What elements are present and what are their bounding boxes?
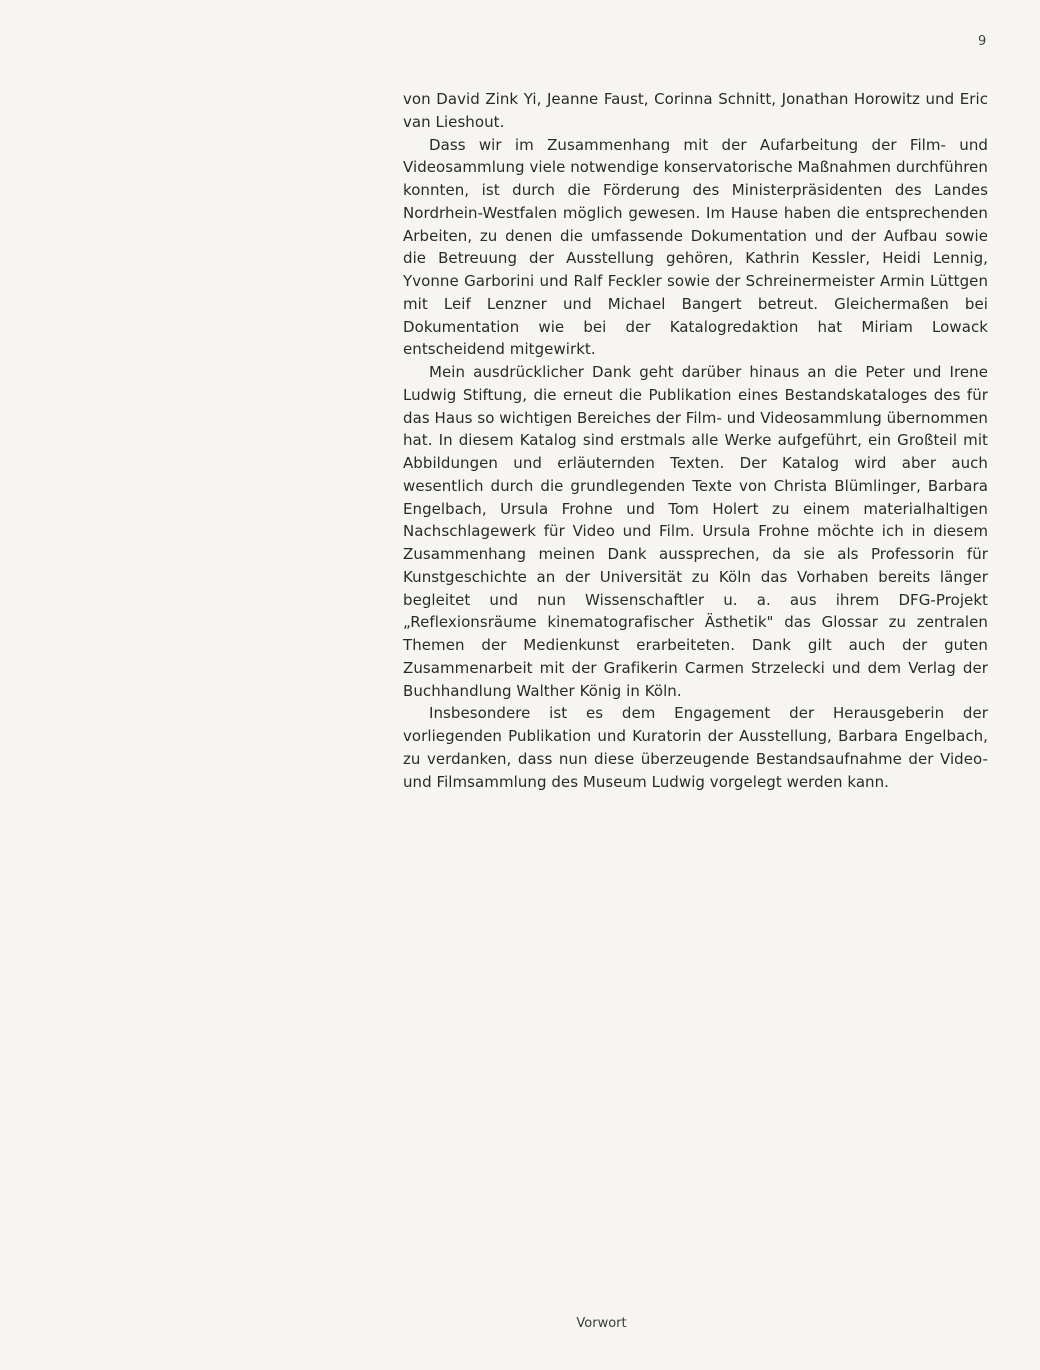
page-number: 9 [978,34,987,49]
paragraph-foundation-thanks: Mein ausdrücklicher Dank geht darüber hinaus an die Peter und Irene Ludwig Stiftung, die erneut die Publikation eines Bestandskataloges des für das Haus so wichtigen Bereiches der Film- und Videosammlung übernommen hat. In diesem Katalog sind erstmals alle Werke aufgeführt, ein Großteil mit Abbildungen und erläuternden Texten. Der Katalog wird aber auch wesentlich durch die grundlegenden Texte von Christa Blümlinger, Barbara Engelbach, Ursula Frohne und Tom Holert zu einem materialhaltigen Nachschlagewerk für Video und Film. Ursula Frohne möchte ich in diesem Zusammenhang meinen Dank aussprechen, da sie als Professorin für Kunstgeschichte an der Universität zu Köln das Vorhaben bereits länger begleitet und nun Wissenschaftler u. a. aus ihrem DFG-Projekt „Reflexionsräume kinematografischer Ästhetik" das Glossar zu zentralen Themen der Medienkunst erarbeiteten. Dank gilt auch der guten Zusammenarbeit mit der Grafikerin Carmen Strzelecki und dem Verlag der Buchhandlung Walther König in Köln. [403,363,988,700]
paragraph-continuation: von David Zink Yi, Jeanne Faust, Corinna Schnitt, Jonathan Horowitz und Eric van Lieshout. [403,90,988,131]
paragraph-conservation-thanks: Dass wir im Zusammenhang mit der Aufarbeitung der Film- und Videosammlung viele notwendige konservatorische Maßnahmen durchführen konnten, ist durch die Förderung des Ministerpräsidenten des Landes Nordrhein-Westfalen möglich gewesen. Im Hause haben die entsprechenden Arbeiten, zu denen die umfassende Dokumentation und der Aufbau sowie die Betreuung der Ausstellung gehören, Kathrin Kessler, Heidi Lennig, Yvonne Garborini und Ralf Feckler sowie der Schreinermeister Armin Lüttgen mit Leif Lenzner und Michael Bangert betreut. Gleichermaßen bei Dokumentation wie bei der Katalogredaktion hat Miriam Lowack entscheidend mitgewirkt. [403,135,988,359]
body-text [403,88,988,793]
paragraph-editor-thanks: Insbesondere ist es dem Engagement der Herausgeberin der vorliegenden Publikation und Kuratorin der Ausstellung, Barbara Engelbach, zu verdanken, dass nun diese überzeugende Bestandsaufnahme der Video- und Filmsammlung des Museum Ludwig vorgelegt werden kann. [403,704,988,791]
section-footer-label: Vorwort [576,1316,627,1331]
